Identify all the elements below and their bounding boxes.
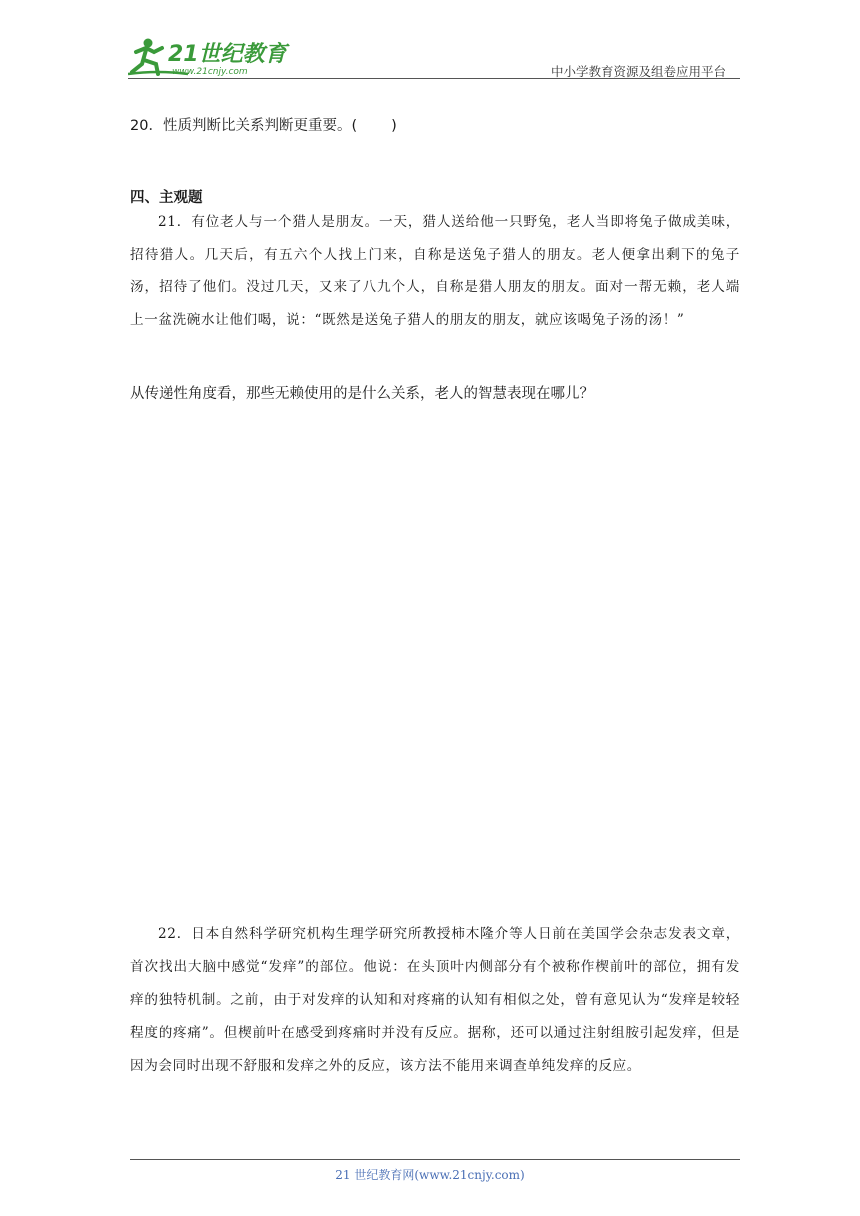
question-22-text: 22．日本自然科学研究机构生理学研究所教授柿木隆介等人日前在美国学会杂志发表文章，首次找出大脑中感觉“发痒”的部位。他说：在头顶叶内侧部分有个被称作楔前叶的部位，拥有发痒的独特机制。之前，由于对发痒的认知和对疼痛的认知有相似之处，曾有意见认为“发痒是较轻程度的疼痛”。但楔前叶在感受到疼痛时并没有反应。据称，还可以通过注射组胺引起发痒，但是因为会同时出现不舒服和发痒之外的反应，该方法不能用来调查单纯发痒的反应。 [130, 926, 740, 1074]
question-20-text: 20．性质判断比关系判断更重要。( [130, 118, 358, 134]
question-21-body [130, 206, 740, 336]
site-logo [128, 34, 298, 78]
question-21-text: 21．有位老人与一个猎人是朋友。一天，猎人送给他一只野兔，老人当即将兔子做成美味，招待猎人。几天后，有五六个人找上门来，自称是送兔子猎人的朋友。老人便拿出剩下的兔子汤，招待了他们。没过几天，又来了八九个人，自称是猎人朋友的朋友。面对一帮无赖，老人端上一盆洗碗水让他们喝，说：“既然是送兔子猎人的朋友的朋友，就应该喝兔子汤的汤！” [130, 214, 740, 328]
svg-text:www.21cnjy.com: www.21cnjy.com [172, 67, 248, 77]
question-20 [130, 114, 397, 135]
header-divider [128, 78, 740, 79]
footer-divider [130, 1159, 740, 1160]
question-20-close: ) [391, 118, 397, 134]
section-title: 四、主观题 [130, 190, 203, 206]
page-header [128, 34, 740, 80]
svg-text:21世纪教育: 21世纪教育 [168, 42, 287, 67]
page-footer: 21 世纪教育网(www.21cnjy.com) [335, 1168, 525, 1182]
platform-name: 中小学教育资源及组卷应用平台 [550, 64, 726, 79]
question-22-body [130, 918, 740, 1083]
question-21-prompt: 从传递性角度看，那些无赖使用的是什么关系，老人的智慧表现在哪儿？ [130, 386, 594, 402]
